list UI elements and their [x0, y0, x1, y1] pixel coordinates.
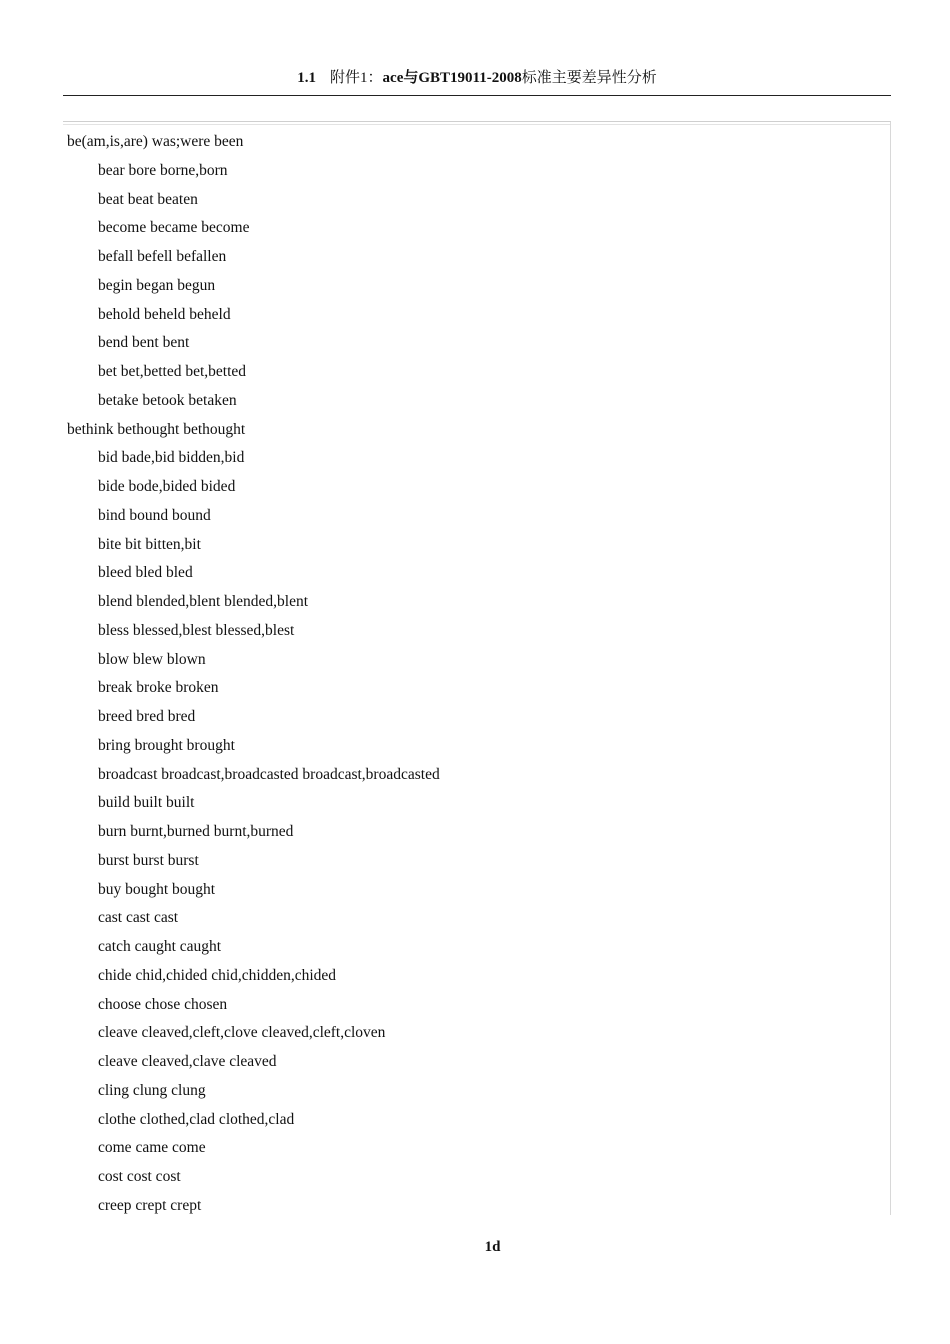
list-item: cleave cleaved,cleft,clove cleaved,cleft,cloven [98, 1024, 386, 1042]
list-item: bite bit bitten,bit [98, 535, 201, 553]
list-item: bless blessed,blest blessed,blest [98, 621, 295, 639]
list-item: burn burnt,burned burnt,burned [98, 823, 294, 840]
list-item: blow blew blown [98, 650, 206, 668]
header-divider [63, 95, 891, 96]
list-item: bethink bethought bethought [67, 420, 246, 438]
list-item: catch caught caught [98, 938, 222, 955]
list-item: come came come [98, 1139, 206, 1157]
list-item: blend blended,blent blended,blent [98, 593, 309, 610]
list-item: build built built [98, 794, 195, 812]
list-item: bleed bled bled [98, 564, 193, 582]
list-item: bid bade,bid bidden,bid [98, 449, 245, 467]
table-inner-border [63, 124, 890, 125]
list-item: beat beat beaten [98, 190, 198, 208]
header-title-prefix: 附件1： [330, 70, 383, 86]
list-item: cost cost cost [98, 1168, 181, 1185]
list-item: break broke broken [98, 679, 219, 697]
page-footer [0, 1237, 950, 1257]
irregular-verb-list [67, 128, 867, 1221]
list-item: bear bore borne,born [98, 161, 228, 179]
list-item: creep crept crept [98, 1196, 202, 1214]
list-item: choose chose chosen [98, 995, 228, 1013]
section-number: 1.1 [297, 70, 317, 86]
list-item: be(am,is,are) was;were been [67, 133, 244, 150]
list-item: cling clung clung [98, 1081, 206, 1099]
page-header [63, 68, 891, 88]
list-item: clothe clothed,clad clothed,clad [98, 1110, 295, 1128]
list-item: cleave cleaved,clave cleaved [98, 1053, 277, 1070]
list-item: bet bet,betted bet,betted [98, 363, 247, 380]
page-number: 1d [484, 1239, 501, 1255]
list-item: behold beheld beheld [98, 305, 231, 323]
list-item: begin began begun [98, 276, 216, 294]
list-item: broadcast broadcast,broadcasted broadcast,broadcasted [98, 765, 440, 783]
list-item: bend bent bent [98, 334, 190, 352]
list-item: breed bred bred [98, 708, 196, 725]
list-item: buy bought bought [98, 880, 216, 898]
list-item: bide bode,bided bided [98, 478, 236, 495]
list-item: betake betook betaken [98, 391, 237, 409]
header-title-bold: ace与GBT19011-2008 [382, 70, 522, 86]
list-item: burst burst burst [98, 851, 199, 869]
header-title-suffix: 标准主要差异性分析 [521, 70, 657, 86]
list-item: chide chid,chided chid,chidden,chided [98, 966, 337, 984]
list-item: befall befell befallen [98, 248, 227, 265]
list-item: bind bound bound [98, 506, 211, 524]
list-item: become became become [98, 219, 250, 237]
list-item: cast cast cast [98, 909, 179, 927]
list-item: bring brought brought [98, 736, 235, 754]
